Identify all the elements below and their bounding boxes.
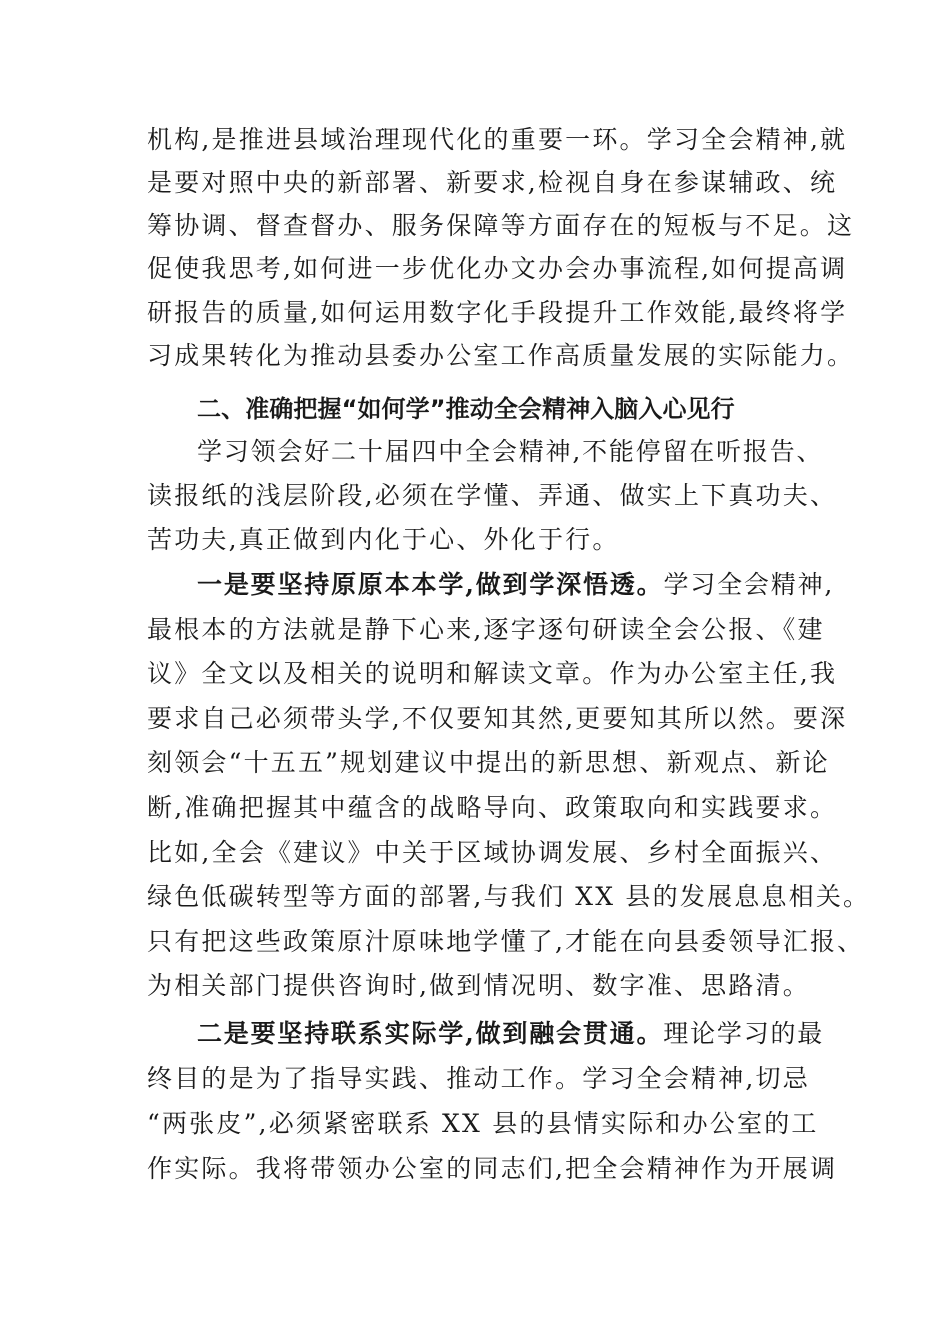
point-one-first-line [197,568,887,602]
paragraph-line: 只有把这些政策原汁原味地学懂了,才能在向县委领导汇报、 [147,927,865,956]
point-two-first-line [197,1017,887,1051]
paragraph-line: 要求自己必须带头学,不仅要知其然,更要知其所以然。要深 [147,704,848,733]
paragraph-line: 比如,全会《建议》中关于区域协调发展、乡村全面振兴、 [147,838,838,867]
paragraph-line: 议》全文以及相关的说明和解读文章。作为办公室主任,我 [147,659,838,688]
paragraph-line: 筹协调、督查督办、服务保障等方面存在的短板与不足。这 [147,211,855,240]
paragraph-line: 终目的是为了指导实践、推动工作。学习全会精神,切忌 [147,1064,810,1093]
paragraph-line: 是要对照中央的新部署、新要求,检视自身在参谋辅政、统 [147,168,838,197]
paragraph-line: 苦功夫,真正做到内化于心、外化于行。 [147,525,620,554]
paragraph-line: “两张皮”,必须紧密联系 XX 县的县情实际和办公室的工 [147,1109,819,1138]
paragraph-line: 学习领会好二十届四中全会精神,不能停留在听报告、 [197,437,824,466]
paragraph-line: 为相关部门提供咨询时,做到情况明、数字准、思路清。 [147,971,810,1000]
paragraph-line: 最根本的方法就是静下心来,逐字逐句研读全会公报、《建 [147,615,825,644]
paragraph-line: 机构,是推进县域治理现代化的重要一环。学习全会精神,就 [147,125,848,154]
paragraph-line: 作实际。我将带领办公室的同志们,把全会精神作为开展调 [147,1154,838,1183]
paragraph-line: 断,准确把握其中蕴含的战略导向、政策取向和实践要求。 [147,793,838,822]
paragraph-line: 促使我思考,如何进一步优化办文办会办事流程,如何提高调 [147,254,848,283]
paragraph-line: 研报告的质量,如何运用数字化手段提升工作效能,最终将学 [147,298,848,327]
section-heading: 二、准确把握“如何学”推动全会精神入脑入心见行 [197,395,735,423]
paragraph-line: 绿色低碳转型等方面的部署,与我们 XX 县的发展息息相关。 [147,882,871,911]
paragraph-line: 读报纸的浅层阶段,必须在学懂、弄通、做实上下真功夫、 [147,481,838,510]
point-one-title: 一是要坚持原原本本学,做到学深悟透。 [197,570,664,599]
point-one-text: 学习全会精神, [663,570,835,599]
paragraph-line: 刻领会“十五五”规划建议中提出的新思想、新观点、新论 [147,748,830,777]
point-two-text: 理论学习的最 [663,1019,825,1048]
paragraph-line: 习成果转化为推动县委办公室工作高质量发展的实际能力。 [147,341,855,370]
point-two-title: 二是要坚持联系实际学,做到融会贯通。 [197,1019,664,1048]
